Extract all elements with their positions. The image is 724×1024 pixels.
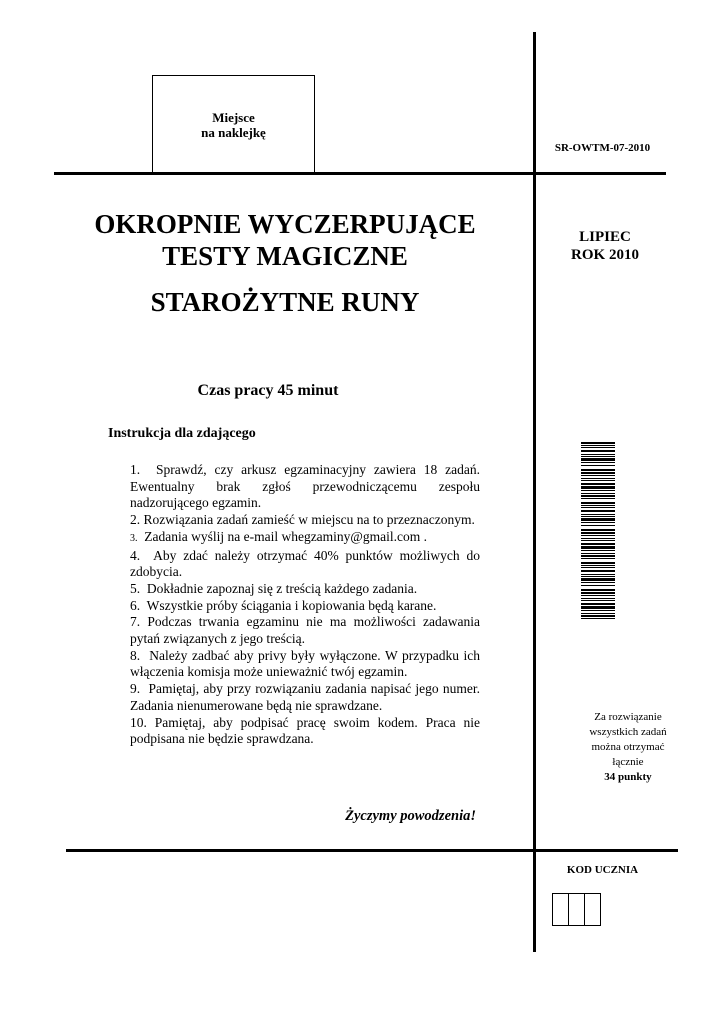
barcode-bar (581, 567, 615, 568)
instructions-heading: Instrukcja dla zdającego (108, 426, 256, 441)
barcode-bar (581, 598, 615, 599)
student-code-box[interactable] (568, 893, 585, 926)
barcode-bar (581, 469, 615, 471)
barcode-bar (581, 483, 615, 485)
vertical-divider (533, 32, 536, 952)
student-code-box[interactable] (584, 893, 601, 926)
instruction-number: 9. (130, 681, 141, 697)
barcode-bar (581, 462, 615, 463)
barcode-bar (581, 578, 615, 581)
instruction-text: Dokładnie zapoznaj się z treścią każdego zadania. (146, 580, 418, 596)
instruction-number: 2. (130, 512, 141, 528)
barcode-bar (581, 529, 615, 531)
instruction-text: Należy zadbać aby privy były wyłączone. W przypadku ich włączenia komisja może unieważnić twój egzamin. (130, 647, 480, 680)
points-line2: wszystkich zadań (589, 726, 667, 738)
barcode-bar (581, 518, 615, 521)
barcode-bar (581, 507, 615, 508)
barcode-bar (581, 472, 615, 474)
points-line4: łącznie (612, 756, 644, 768)
barcode-bar (581, 535, 615, 536)
barcode-bar (581, 543, 615, 545)
barcode-bar (581, 445, 615, 446)
barcode-bar (581, 592, 615, 594)
barcode-image (581, 442, 615, 620)
barcode-bar (581, 486, 615, 489)
instructions-list (130, 462, 480, 748)
barcode-bar (581, 600, 615, 601)
barcode-bar (581, 510, 615, 512)
student-code-box[interactable] (552, 893, 569, 926)
instruction-text: Pamiętaj, aby przy rozwiązaniu zadania napisać jego numer. Zadania nienumerowane będą nie sprawdzane. (130, 681, 480, 713)
barcode-bar (581, 595, 615, 596)
instruction-item (130, 512, 480, 529)
instruction-item (130, 462, 480, 512)
instruction-number: 8. (130, 647, 141, 663)
instruction-item (130, 648, 480, 681)
barcode-bar (581, 495, 615, 497)
title-line1: OKROPNIE WYCZERPUJĄCE (94, 209, 476, 239)
instruction-number: 4. (130, 547, 141, 563)
barcode-bar (581, 618, 615, 619)
subject-title: STAROŻYTNE RUNY (150, 287, 420, 317)
barcode-bar (581, 555, 615, 557)
barcode-bar (581, 465, 615, 466)
exam-year: ROK 2010 (571, 247, 639, 263)
instruction-text: Pamiętaj, aby podpisać pracę swoim kodem. Praca nie podpisana nie będzie sprawdzana. (130, 714, 480, 747)
barcode-bar (581, 550, 615, 551)
barcode-bar (581, 480, 615, 481)
barcode-bar (581, 606, 615, 609)
barcode-bar (581, 603, 615, 605)
exam-code: SR-OWTM-07-2010 (554, 142, 651, 154)
exam-duration: Czas pracy 45 minut (197, 382, 339, 399)
instruction-number: 5. (130, 580, 141, 596)
barcode-bar (581, 615, 615, 617)
points-line3: można otrzymać (591, 741, 665, 753)
title-line2: TESTY MAGICZNE (162, 241, 408, 271)
points-info (568, 710, 688, 785)
barcode-bar (581, 442, 615, 444)
barcode-bar (581, 582, 615, 583)
barcode-bar (581, 525, 615, 526)
student-code-label: KOD UCZNIA (566, 864, 639, 876)
barcode-bar (581, 553, 615, 554)
barcode-bar (581, 576, 615, 577)
points-total: 34 punkty (604, 771, 652, 783)
barcode-bar (581, 546, 615, 549)
instruction-item (130, 715, 480, 748)
barcode-bar (581, 558, 615, 559)
instruction-text: Rozwiązania zadań zamieść w miejscu na to przeznaczonym. (143, 512, 475, 528)
instruction-text: Aby zdać należy otrzymać 40% punktów możliwych do zdobycia. (130, 547, 480, 580)
good-luck-message: Życzymy powodzenia! (345, 808, 476, 824)
barcode-bar (581, 532, 615, 534)
sticker-placeholder-box (152, 75, 315, 173)
instruction-text: Sprawdź, czy arkusz egzaminacyjny zawiera 18 zadań. Ewentualny brak zgłoś przewodniczącemu zespołu nadzorującego egzamin. (130, 462, 481, 511)
instruction-number: 1. (130, 462, 141, 477)
barcode-bar (581, 565, 615, 566)
barcode-bar (581, 450, 615, 452)
bottom-horizontal-divider (66, 849, 678, 852)
barcode-bar (581, 516, 615, 517)
barcode-bar (581, 589, 615, 591)
instruction-item (130, 581, 480, 598)
barcode-bar (581, 475, 615, 476)
instruction-text: Zadania wyślij na e-mail whegzaminy@gmail.com . (144, 528, 427, 544)
barcode-bar (581, 585, 615, 586)
barcode-bar (581, 498, 615, 499)
barcode-bar (581, 538, 615, 539)
instruction-item (130, 529, 480, 548)
points-line1: Za rozwiązanie (594, 711, 662, 723)
top-horizontal-divider (54, 172, 666, 175)
barcode-bar (581, 478, 615, 479)
instruction-number: 7. (130, 614, 141, 630)
instruction-number: 3. (130, 532, 138, 544)
barcode-bar (581, 490, 615, 491)
barcode-bar (581, 562, 615, 564)
barcode-bar (581, 493, 615, 494)
barcode-bar (581, 514, 615, 515)
barcode-bar (581, 505, 615, 506)
barcode-bar (581, 613, 615, 614)
exam-month: LIPIEC (579, 229, 631, 245)
instruction-item (130, 598, 480, 615)
instruction-item (130, 681, 480, 714)
sticker-label-line2: na naklejkę (201, 124, 266, 140)
exam-date (545, 228, 665, 264)
sticker-label-line1: Miejsce (212, 109, 255, 125)
instruction-number: 10. (130, 714, 147, 730)
student-code-boxes (552, 893, 600, 926)
instruction-text: Podczas trwania egzaminu nie ma możliwości zadawania pytań związanych z jego treścią. (130, 614, 480, 647)
instruction-text: Wszystkie próby ściągania i kopiowania będą karane. (146, 597, 437, 613)
instruction-item (130, 614, 480, 647)
barcode-bar (581, 522, 615, 523)
barcode-bar (581, 574, 615, 575)
barcode-bar (581, 502, 615, 504)
barcode-bar (581, 454, 615, 455)
barcode-bar (581, 570, 615, 572)
instruction-number: 6. (130, 597, 141, 613)
barcode-bar (581, 458, 615, 461)
barcode-bar (581, 540, 615, 541)
barcode-bar (581, 456, 615, 457)
instruction-item (130, 548, 480, 581)
barcode-bar (581, 447, 615, 448)
barcode-bar (581, 610, 615, 611)
